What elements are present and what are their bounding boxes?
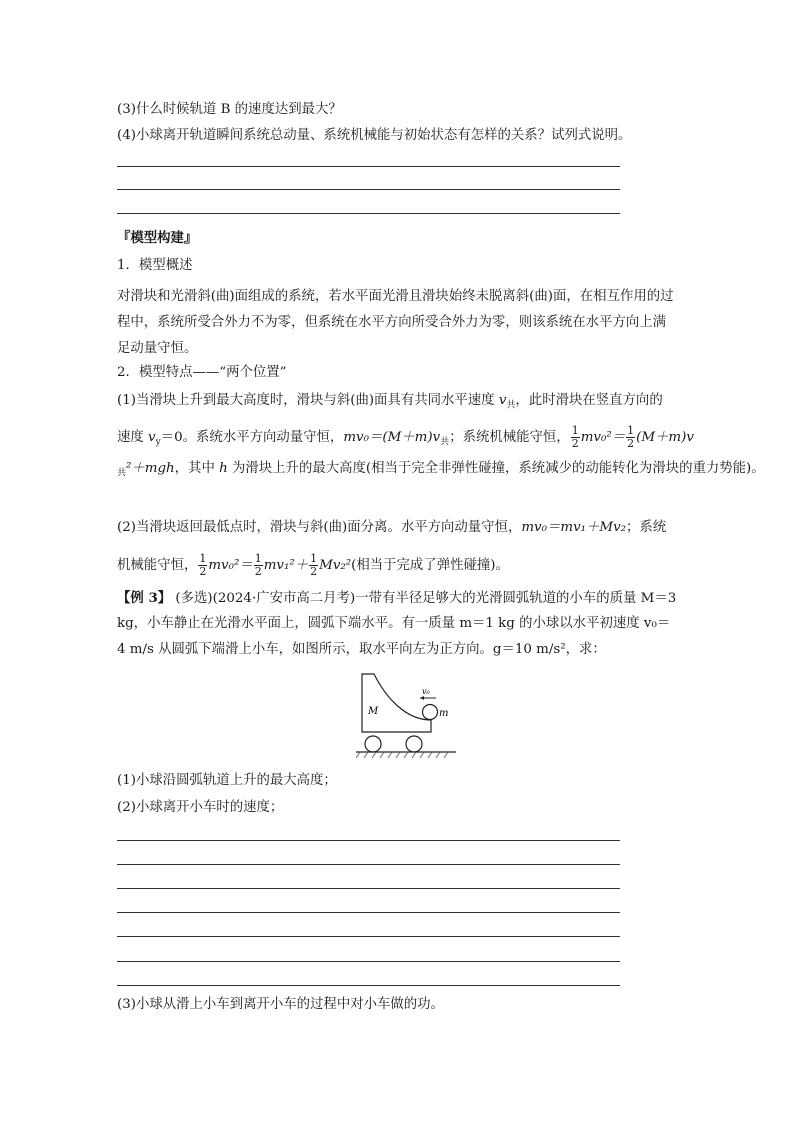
point-2-line-1: (2)当滑块返回最低点时，滑块与斜(曲)面分离。水平方向动量守恒，mv₀＝mv₁＋Mv₂；系统 <box>117 520 667 535</box>
example-question-3: (3)小球从滑上小车到离开小车的过程中对小车做的功。 <box>117 997 444 1012</box>
fraction-half: $\frac{1}{2}$ <box>571 424 579 450</box>
answer-line <box>117 985 620 986</box>
fraction-half: $\frac{1}{2}$ <box>254 552 262 578</box>
example-question-2: (2)小球离开小车时的速度； <box>117 800 284 815</box>
cart-mass-label: M <box>368 706 379 717</box>
cart-wheel-right <box>406 736 422 752</box>
answer-line <box>117 888 620 889</box>
point-1-line-3: $_共$²＋mgh，其中 h 为滑块上升的最大高度(相当于完全非弹性碰撞，系统减少的动能转化为滑块的重力势能)。 <box>117 461 765 479</box>
velocity-arrowhead <box>420 696 424 700</box>
cart-wheel-left <box>365 736 381 752</box>
cart-body <box>362 674 431 732</box>
cart-ball-diagram <box>356 668 456 760</box>
example-line-1: 【例 3】 (多选)(2024·广安市高二月考)一带有半径足够大的光滑圆弧轨道的小车的质量 M＝3 <box>117 590 677 606</box>
example-question-1: (1)小球沿圆弧轨道上升的最大高度； <box>117 773 337 788</box>
question-4: (4)小球离开轨道瞬间系统总动量、系统机械能与初始状态有怎样的关系？试列式说明。 <box>117 128 632 143</box>
velocity-label: v₀ <box>422 687 430 696</box>
point-1-line-2: 速度 $v_y=0$。系统水平方向动量守恒，$mv_0=(M+m)v_共$；系统机械能守恒， $\frac{1}{2}$ mv₀²＝ $\frac{1}{2}$ (M＋m)v <box>117 424 694 450</box>
subsection-1-body: 对滑块和光滑斜(曲)面组成的系统，若水平面光滑且滑块始终未脱离斜(曲)面，在相互作用的过程中，系统所受合外力不为零，但系统在水平方向所受合外力为零，则该系统在水平方向上满足动量守恒。 <box>117 289 674 356</box>
fraction-half: $\frac{1}{2}$ <box>627 424 635 450</box>
subsection-2-title: 2．模型特点——“两个位置” <box>117 365 287 380</box>
section-title: 『模型构建』 <box>117 230 198 246</box>
answer-line <box>117 864 620 865</box>
example-line-2: kg，小车静止在光滑水平面上，圆弧下端水平。有一质量 m＝1 kg 的小球以水平初速度 v₀＝ <box>117 616 671 631</box>
answer-line <box>117 189 620 190</box>
fraction-half: $\frac{1}{2}$ <box>199 552 207 578</box>
answer-line <box>117 936 620 937</box>
ball-mass-label: m <box>439 708 449 719</box>
point-2-line-2: 机械能守恒， $\frac{1}{2}$ mv₀²＝ $\frac{1}{2}$ mv₁²＋ $\frac{1}{2}$ Mv₂²(相当于完成了弹性碰撞)。 <box>117 552 509 578</box>
subsection-1-title: 1．模型概述 <box>117 258 193 273</box>
point-1-line-1: (1)当滑块上升到最大高度时，滑块与斜(曲)面具有共同水平速度 $v_共$，此时滑块在竖直方向的 <box>117 393 663 411</box>
example-line-3: 4 m/s 从圆弧下端滑上小车，如图所示，取水平向左为正方向。g＝10 m/s²，求： <box>117 642 606 657</box>
answer-line <box>117 213 620 214</box>
answer-line <box>117 961 620 962</box>
answer-line <box>117 912 620 913</box>
fraction-half: $\frac{1}{2}$ <box>310 552 318 578</box>
answer-line <box>117 166 620 167</box>
ball <box>423 705 438 720</box>
question-3: (3)什么时候轨道 B 的速度达到最大？ <box>117 102 342 117</box>
example-tag: 【例 3】 <box>117 590 172 606</box>
ground-hatch <box>356 752 448 758</box>
answer-line <box>117 840 620 841</box>
